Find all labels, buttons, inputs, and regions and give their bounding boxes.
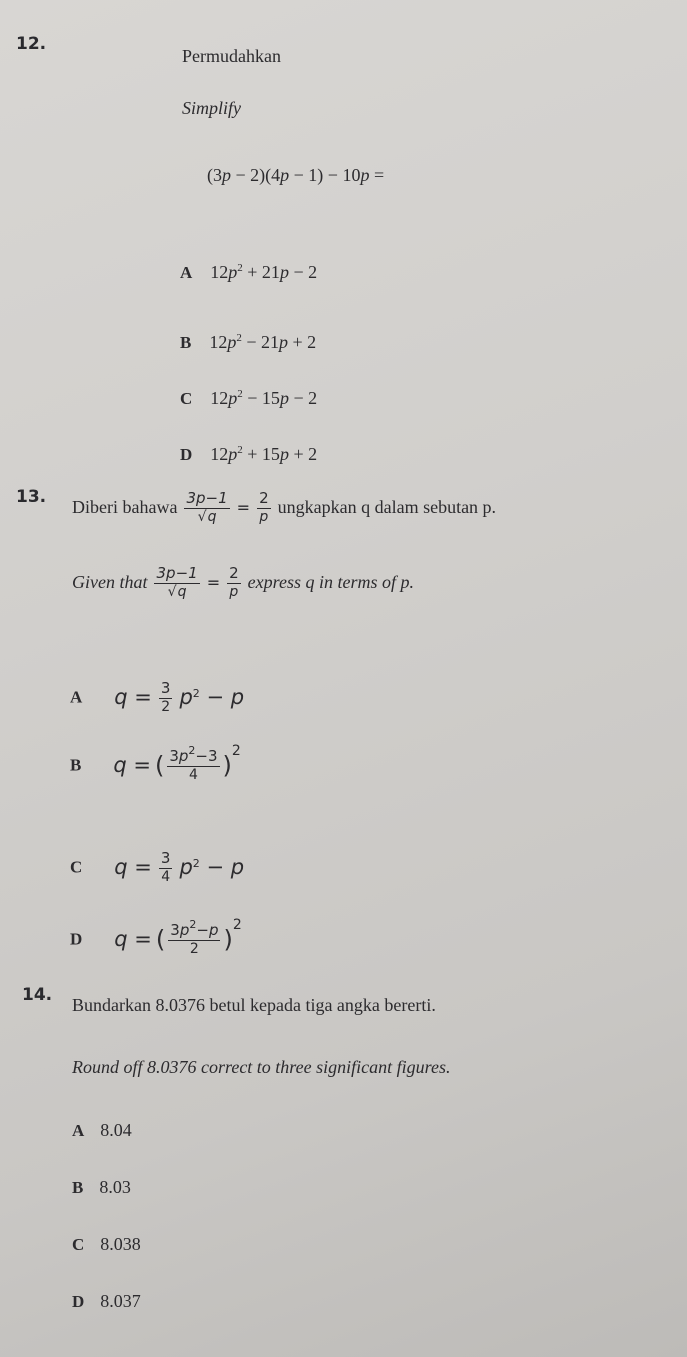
q13-lead-ms: Diberi bahawa [72, 496, 178, 517]
question-12-number: 12. [16, 34, 47, 54]
q13-option-d[interactable]: D q = ( $\frac{3p^2-p}{2}$ )$^2$ [70, 917, 242, 957]
option-letter: A [70, 687, 83, 707]
option-letter: B [72, 1178, 84, 1197]
q12-expression: (3p − 2)(4p − 1) − 10p = [207, 165, 385, 185]
q12-option-b[interactable] [180, 332, 316, 353]
q13-tail-ms: ungkapkan q dalam sebutan p. [277, 496, 497, 517]
option-value: 8.04 [100, 1120, 132, 1140]
q13-rhs-fraction-en: $\frac{2}{p}$ [229, 564, 239, 600]
q13-lhs-fraction: $\frac{3p-1}{√q}$ [186, 489, 228, 525]
q13-tail-en: express q in terms of p. [247, 571, 414, 592]
q13-option-b[interactable]: B q = ( $\frac{3p^2-3}{4}$ )$^2$ [70, 743, 241, 783]
q13-option-a[interactable]: A q = $\frac{3}{2}$ $p^2 - p$ [70, 679, 245, 715]
option-letter: A [72, 1121, 85, 1140]
q14-option-c[interactable] [72, 1234, 141, 1255]
option-value: $12p^2 + 21p - 2$ [210, 262, 318, 282]
option-value: 8.037 [100, 1291, 141, 1311]
q12-option-d[interactable] [180, 444, 317, 465]
option-letter: D [72, 1292, 85, 1311]
q13-lead-en: Given that [72, 571, 148, 592]
option-value: $12p^2 - 21p + 2$ [209, 332, 317, 352]
q13-statement-ms: Diberi bahawa $\frac{3p-1}{√q}$ = $\frac{2}{p}$ ungkapkan q dalam sebutan p. [72, 489, 497, 525]
option-value: 8.03 [99, 1177, 131, 1197]
q13-statement-en: Given that $\frac{3p-1}{√q}$ = $\frac{2}{p}$ express q in terms of p. [72, 564, 414, 600]
q13-option-c[interactable]: C q = $\frac{3}{4}$ $p^2 - p$ [70, 849, 245, 885]
question-14-number: 14. [22, 985, 53, 1005]
option-value: $12p^2 - 15p - 2$ [210, 388, 318, 408]
q12-instruction-ms: Permudahkan [182, 46, 281, 66]
q12-option-c[interactable] [180, 388, 317, 409]
option-letter: C [72, 1235, 85, 1254]
q14-text-en: Round off 8.0376 correct to three significant figures. [72, 1057, 451, 1077]
q12-instruction-en: Simplify [182, 98, 241, 118]
q13-rhs-fraction: $\frac{2}{p}$ [259, 489, 269, 525]
option-value: $12p^2 + 15p + 2$ [210, 444, 318, 464]
option-value: 8.038 [100, 1234, 141, 1254]
q14-option-b[interactable] [72, 1177, 131, 1198]
option-letter: B [70, 755, 82, 775]
option-letter: B [180, 333, 192, 352]
option-letter: A [180, 263, 193, 282]
q12-option-a[interactable] [180, 262, 317, 283]
option-letter: D [70, 929, 83, 949]
option-letter: C [180, 389, 193, 408]
q14-option-d[interactable] [72, 1291, 141, 1312]
question-13-number: 13. [16, 487, 47, 507]
q14-text-ms: Bundarkan 8.0376 betul kepada tiga angka bererti. [72, 995, 436, 1015]
option-letter: C [70, 857, 83, 877]
q14-option-a[interactable] [72, 1120, 132, 1141]
q13-lhs-fraction-en: $\frac{3p-1}{√q}$ [156, 564, 198, 600]
option-letter: D [180, 445, 193, 464]
